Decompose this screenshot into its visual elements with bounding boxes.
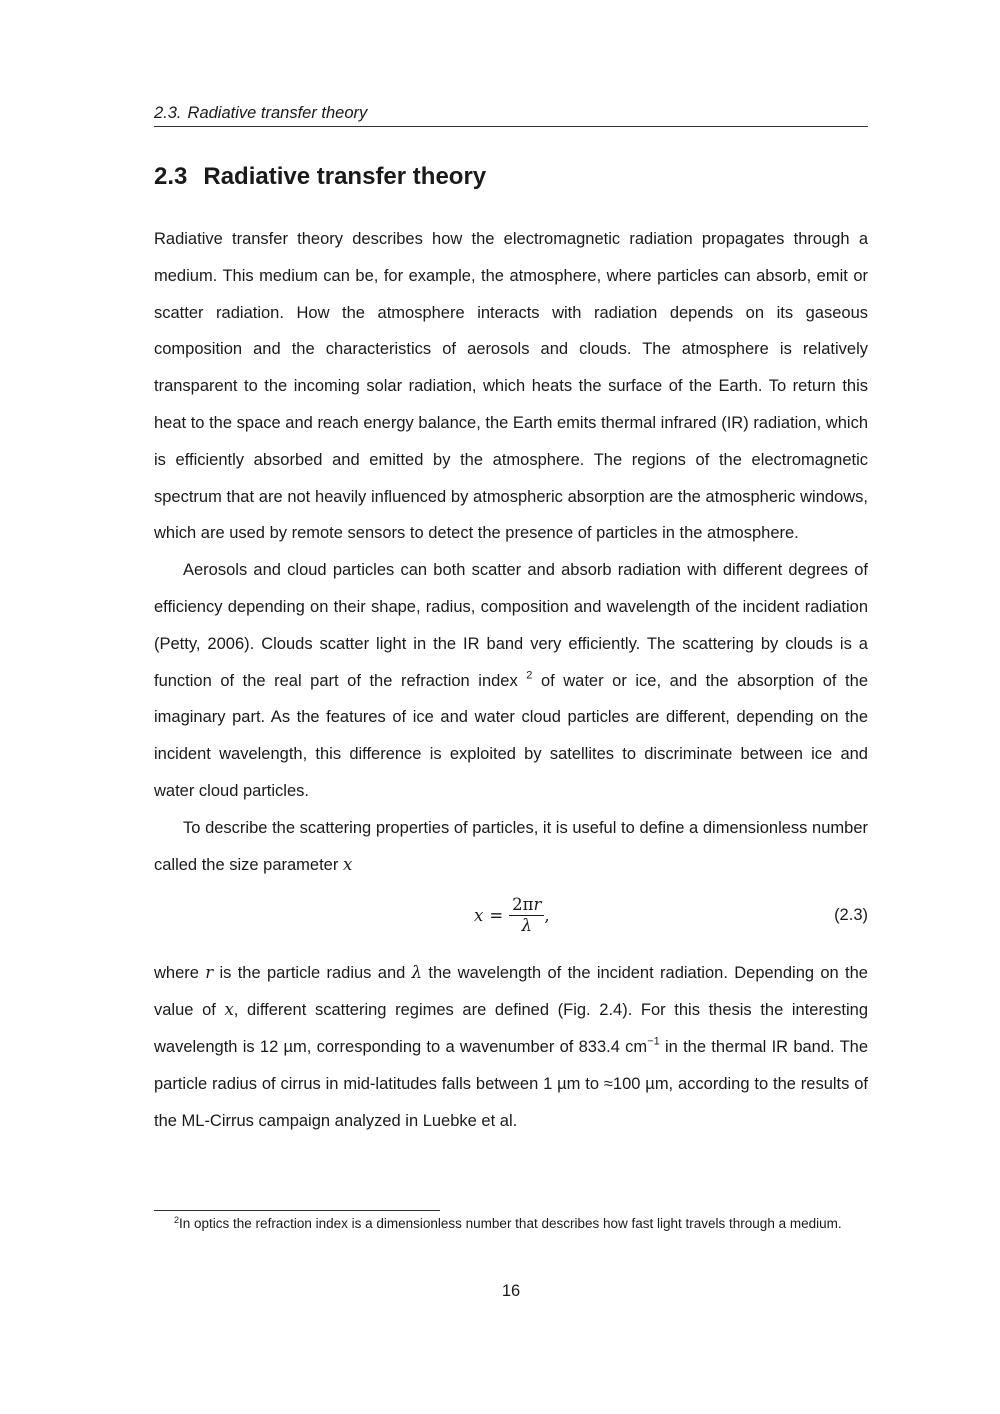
fraction-denominator: λ bbox=[521, 916, 532, 936]
equation-lhs: x bbox=[474, 905, 484, 925]
math-var-r: r bbox=[205, 963, 214, 983]
fraction-numerator bbox=[509, 895, 544, 916]
math-var-x: x bbox=[342, 854, 353, 874]
paragraph-3-text: To describe the scattering properties of particles, it is useful to define a dimensionless number called the size parameter bbox=[154, 818, 868, 874]
paragraph-4 bbox=[154, 955, 868, 1139]
section-number: 2.3 bbox=[154, 163, 188, 190]
equation-body bbox=[474, 895, 550, 936]
equation-trailing-comma: , bbox=[544, 905, 550, 925]
paragraph-4-text-c: the wavelength of the incident radiation. Depending on the value of bbox=[154, 964, 868, 1020]
paragraph-2-text-a: Aerosols and cloud particles can both scatter and absorb radiation with different degrees of efficiency depending on their shape, radius, composition and wavelength of the incident radiation (Petty, 2006). Clouds scatter light in the IR band very efficiently. The scattering by clouds is a function of the real part of the refraction index bbox=[154, 561, 868, 690]
page bbox=[154, 0, 868, 1414]
paragraph-4-text-e: in the thermal IR band. The particle radius of cirrus in mid-latitudes falls between 1 µm to ≈100 µm, according to the results of the ML-Cirrus campaign analyzed in Luebke et al. bbox=[154, 1037, 869, 1130]
numerator-coefficient: 2π bbox=[512, 895, 534, 915]
section-title: Radiative transfer theory bbox=[203, 163, 487, 190]
equation-2-3 bbox=[154, 883, 868, 955]
page-number: 16 bbox=[501, 1282, 521, 1300]
paragraph-4-text-b: is the particle radius and bbox=[213, 964, 412, 983]
section-heading bbox=[154, 160, 486, 194]
footnote-mark: 2 bbox=[174, 1214, 180, 1225]
footnote-rule bbox=[154, 1210, 440, 1211]
running-head-number: 2.3. bbox=[154, 104, 182, 122]
footnote-reference: 2 bbox=[526, 668, 533, 681]
exponent-minus-one: −1 bbox=[647, 1035, 660, 1048]
paragraph-2-text-b: of water or ice, and the absorption of the imaginary part. As the features of ice and water cloud particles are different, depending on the incident wavelength, this difference is exploited by satellites to discriminate between ice and water cloud particles. bbox=[154, 671, 868, 800]
numerator-variable: r bbox=[533, 895, 542, 915]
running-head bbox=[154, 103, 868, 127]
equation-fraction bbox=[509, 895, 544, 936]
body-text bbox=[154, 221, 868, 1139]
running-head-title: Radiative transfer theory bbox=[187, 104, 368, 122]
paragraph-4-text-a: where bbox=[154, 964, 206, 983]
paragraph-1: Radiative transfer theory describes how the electromagnetic radiation propagates through a medium. This medium can be, for example, the atmosphere, where particles can absorb, emit or scatter radiation. How the atmosphere interacts with radiation depends on its gaseous composition and the characteristics of aerosols and clouds. The atmosphere is relatively transparent to the incoming solar radiation, which heats the surface of the Earth. To return this heat to the space and reach energy balance, the Earth emits thermal infrared (IR) radiation, which is efficiently absorbed and emitted by the atmosphere. The regions of the electromagnetic spectrum that are not heavily influenced by atmospheric absorption are the atmospheric windows, which are used by remote sensors to detect the presence of particles in the atmosphere. bbox=[154, 230, 868, 543]
equation-number: (2.3) bbox=[834, 906, 868, 925]
equation-equals: = bbox=[489, 905, 504, 925]
math-var-x-2: x bbox=[224, 1000, 234, 1020]
footnote-text: In optics the refraction index is a dimensionless number that describes how fast light travels through a medium. bbox=[179, 1216, 842, 1231]
footnote bbox=[154, 1214, 868, 1233]
paragraph-2 bbox=[154, 552, 868, 810]
paragraph-4-text-d: , different scattering regimes are defined (Fig. 2.4). For this thesis the interesting wavelength is 12 µm, corresponding to a wavenumber of 833.4 cm bbox=[154, 1001, 869, 1056]
math-var-lambda: λ bbox=[411, 963, 423, 983]
paragraph-3 bbox=[154, 810, 868, 884]
